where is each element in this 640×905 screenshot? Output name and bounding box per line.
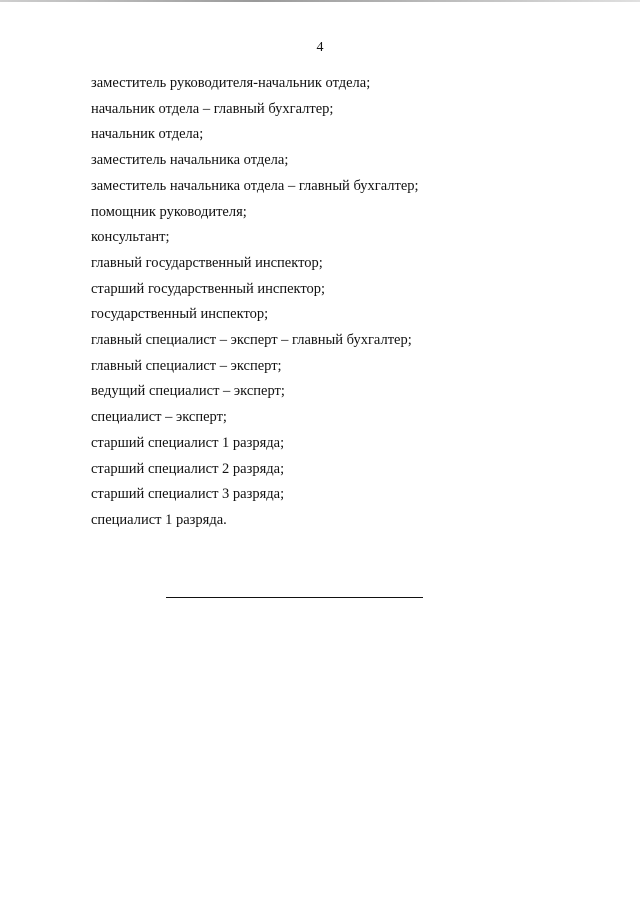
list-item: помощник руководителя; bbox=[91, 203, 247, 220]
list-item: главный специалист – эксперт; bbox=[91, 357, 282, 374]
list-item: ведущий специалист – эксперт; bbox=[91, 383, 285, 400]
list-item: начальник отдела – главный бухгалтер; bbox=[91, 100, 334, 117]
scan-top-edge bbox=[0, 0, 640, 2]
list-item: специалист 1 разряда. bbox=[91, 511, 227, 528]
list-item: главный специалист – эксперт – главный бухгалтер; bbox=[91, 332, 412, 349]
list-item: государственный инспектор; bbox=[91, 306, 269, 323]
page-number: 4 bbox=[316, 40, 324, 55]
list-item: начальник отдела; bbox=[91, 126, 204, 143]
list-item: главный государственный инспектор; bbox=[91, 254, 323, 271]
positions-list bbox=[91, 71, 419, 534]
list-item: старший специалист 3 разряда; bbox=[91, 486, 285, 503]
list-item: специалист – эксперт; bbox=[91, 409, 227, 426]
list-item: старший специалист 2 разряда; bbox=[91, 460, 285, 477]
end-separator-line bbox=[166, 597, 423, 598]
list-item: консультант; bbox=[91, 229, 170, 246]
list-item: заместитель начальника отдела – главный бухгалтер; bbox=[91, 177, 419, 194]
list-item: старший специалист 1 разряда; bbox=[91, 434, 285, 451]
list-item: старший государственный инспектор; bbox=[91, 280, 326, 297]
list-item: заместитель руководителя-начальник отдела; bbox=[91, 75, 371, 91]
list-item: заместитель начальника отдела; bbox=[91, 152, 289, 169]
